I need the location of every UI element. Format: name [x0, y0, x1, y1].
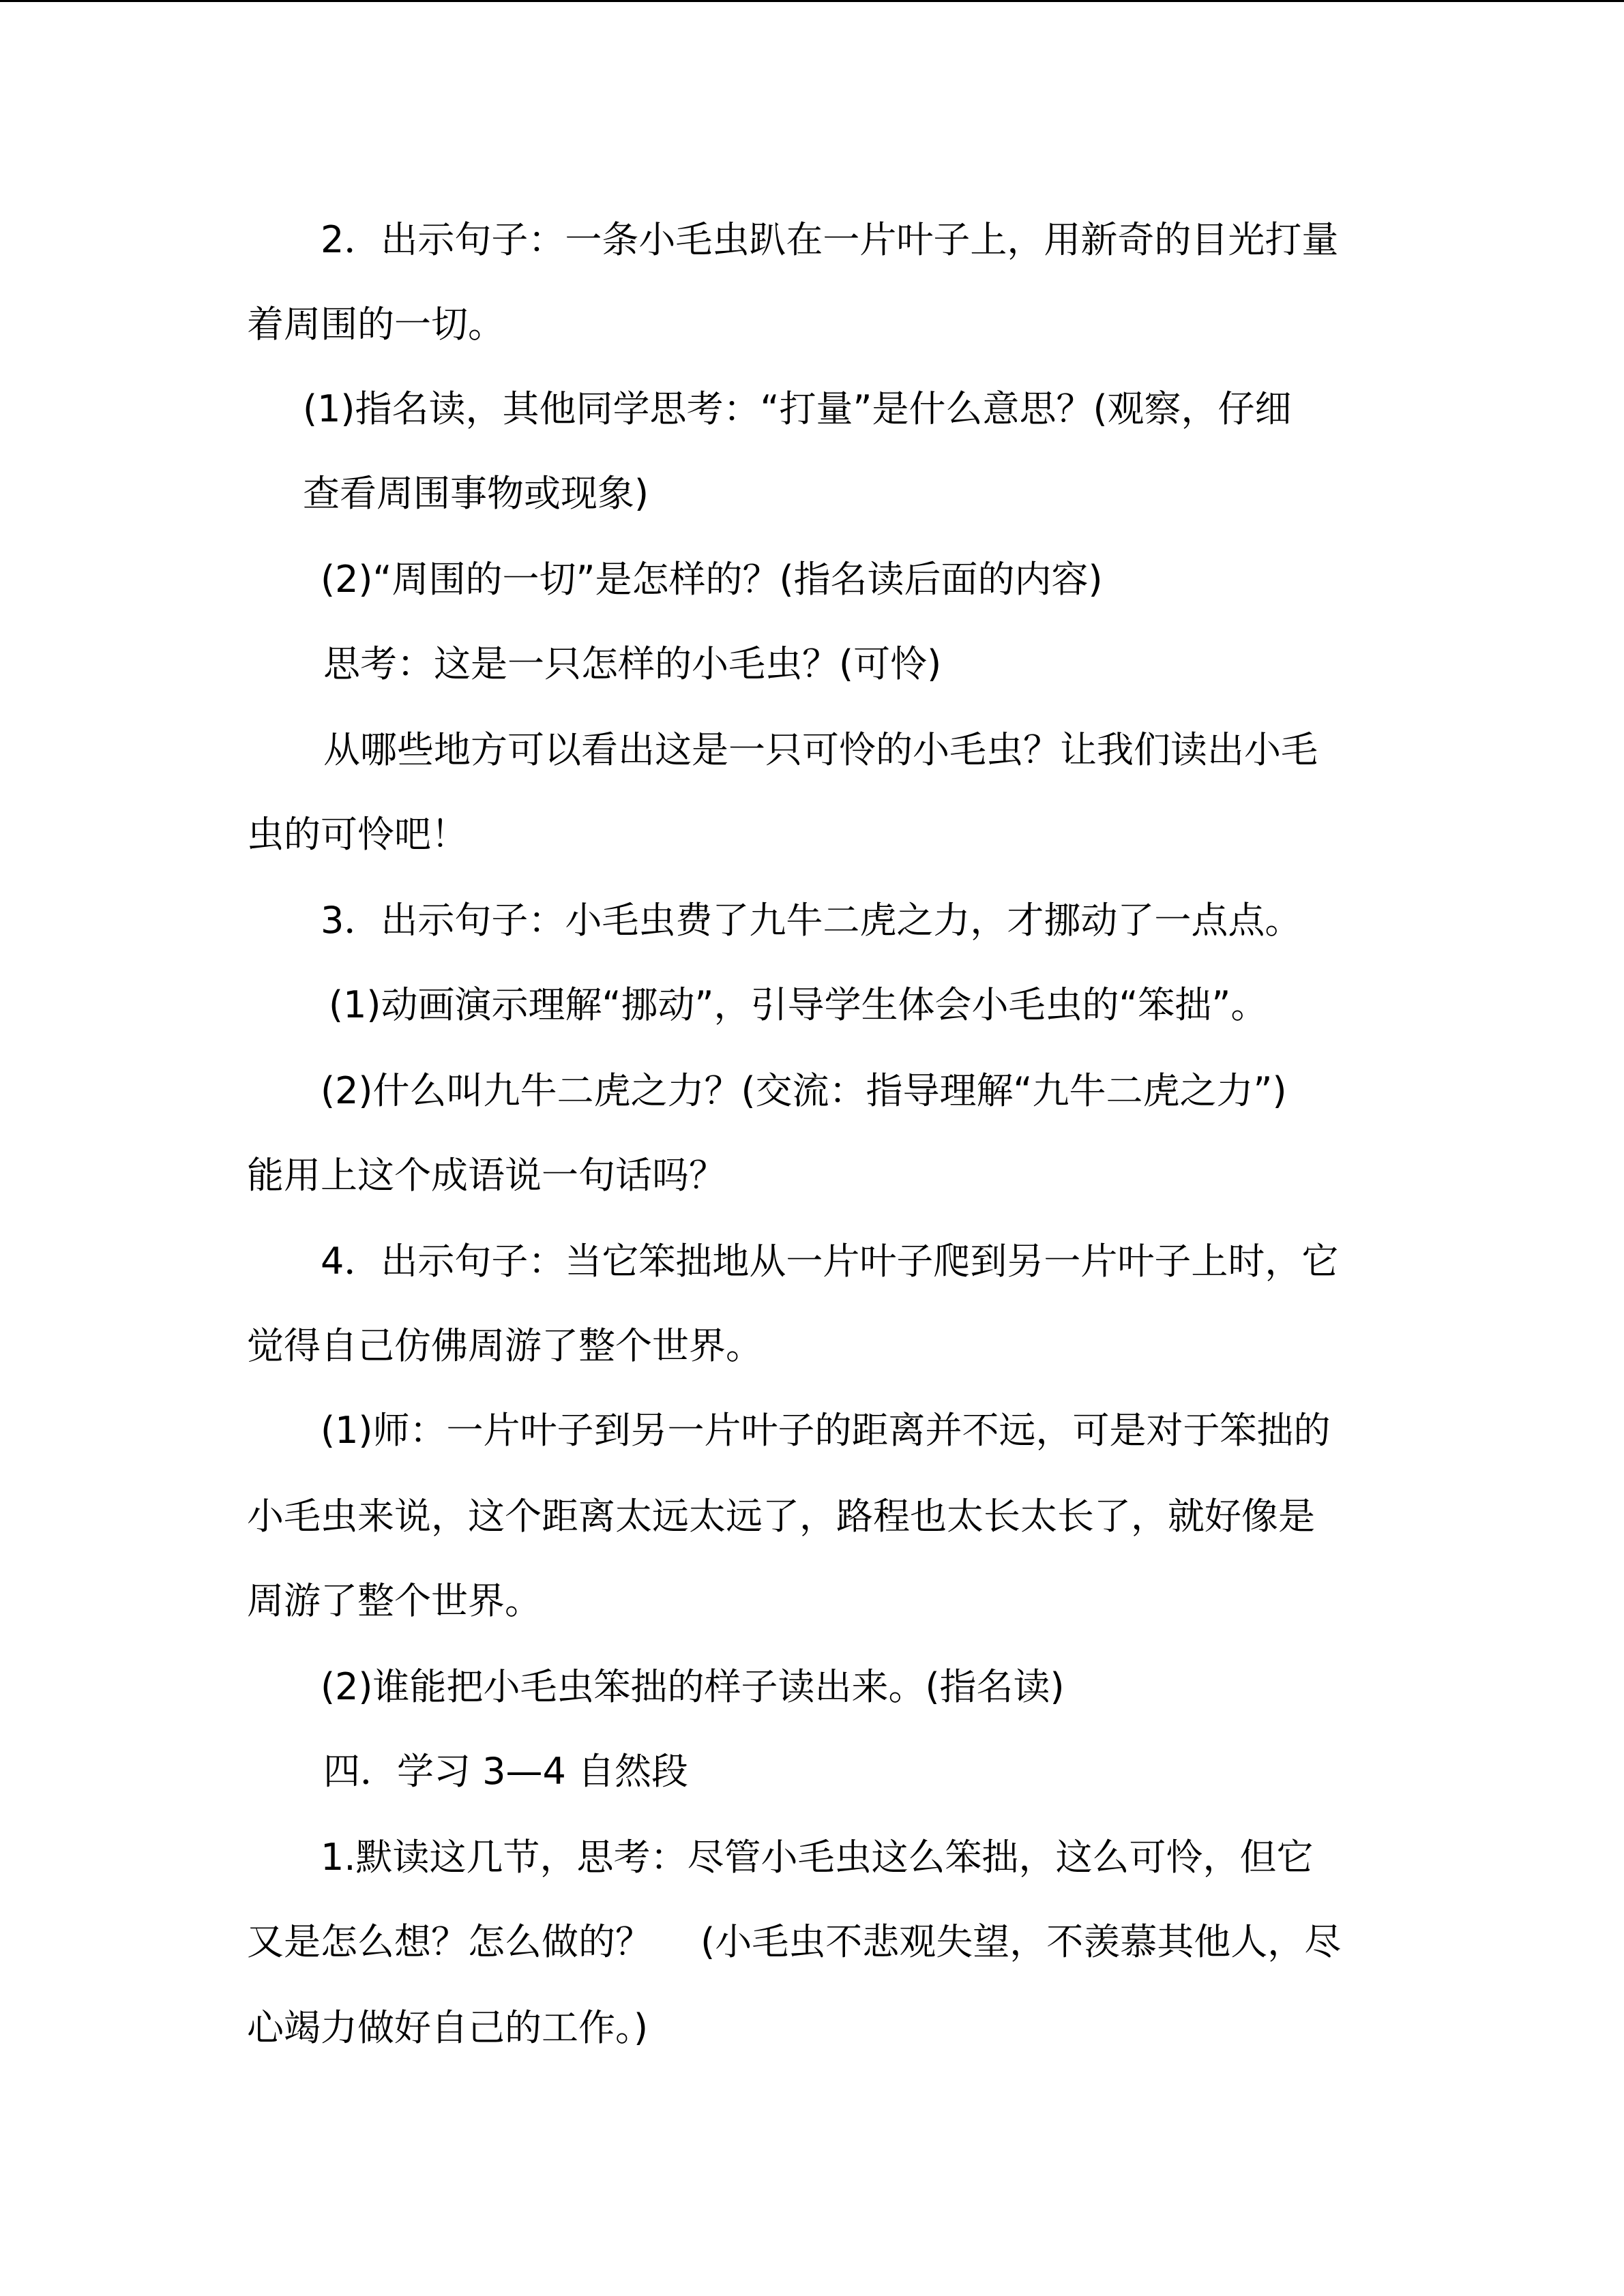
- text-line: (1)师：一片叶子到另一片叶子的距离并不远，可是对于笨拙的: [321, 1409, 1331, 1452]
- text-line: (1)指名读，其他同学思考：“打量”是什么意思？(观察，仔细: [303, 387, 1292, 430]
- text-line: 四．学习 3—4 自然段: [323, 1750, 689, 1793]
- text-line: 从哪些地方可以看出这是一只可怜的小毛虫？让我们读出小毛: [323, 728, 1318, 771]
- text-line: 1.默读这几节，思考：尽管小毛虫这么笨拙，这么可怜，但它: [321, 1836, 1314, 1879]
- text-line: 查看周围事物或现象): [303, 472, 649, 515]
- text-line: (1)动画演示理解“挪动”，引导学生体会小毛虫的“笨拙”。: [329, 983, 1268, 1026]
- text-line: 心竭力做好自己的工作。): [247, 2006, 649, 2049]
- text-line: 虫的可怜吧！: [247, 813, 468, 856]
- page-top-border: [0, 0, 1624, 2]
- text-line: 3．出示句子：小毛虫费了九牛二虎之力，才挪动了一点点。: [321, 899, 1302, 942]
- text-line: 觉得自己仿佛周游了整个世界。: [247, 1324, 763, 1367]
- text-line: 小毛虫来说，这个距离太远太远了，路程也太长太长了，就好像是: [247, 1495, 1315, 1538]
- text-line: 4．出示句子：当它笨拙地从一片叶子爬到另一片叶子上时，它: [321, 1240, 1339, 1283]
- text-line: (2)什么叫九牛二虎之力？(交流：指导理解“九牛二虎之力”): [321, 1069, 1287, 1112]
- text-line: (2)谁能把小毛虫笨拙的样子读出来。(指名读): [321, 1665, 1065, 1708]
- text-line: 着周围的一切。: [247, 303, 505, 346]
- text-line: (2)“周围的一切”是怎样的？(指名读后面的内容): [321, 558, 1103, 601]
- text-line: 2．出示句子：一条小毛虫趴在一片叶子上，用新奇的目光打量: [321, 218, 1339, 261]
- text-line: 又是怎么想？怎么做的？ (小毛虫不悲观失望，不羡慕其他人，尽: [247, 1920, 1342, 1963]
- text-line: 周游了整个世界。: [247, 1579, 542, 1622]
- text-line: 能用上这个成语说一句话吗？: [247, 1154, 726, 1197]
- text-line: 思考：这是一只怎样的小毛虫？(可怜): [323, 642, 942, 685]
